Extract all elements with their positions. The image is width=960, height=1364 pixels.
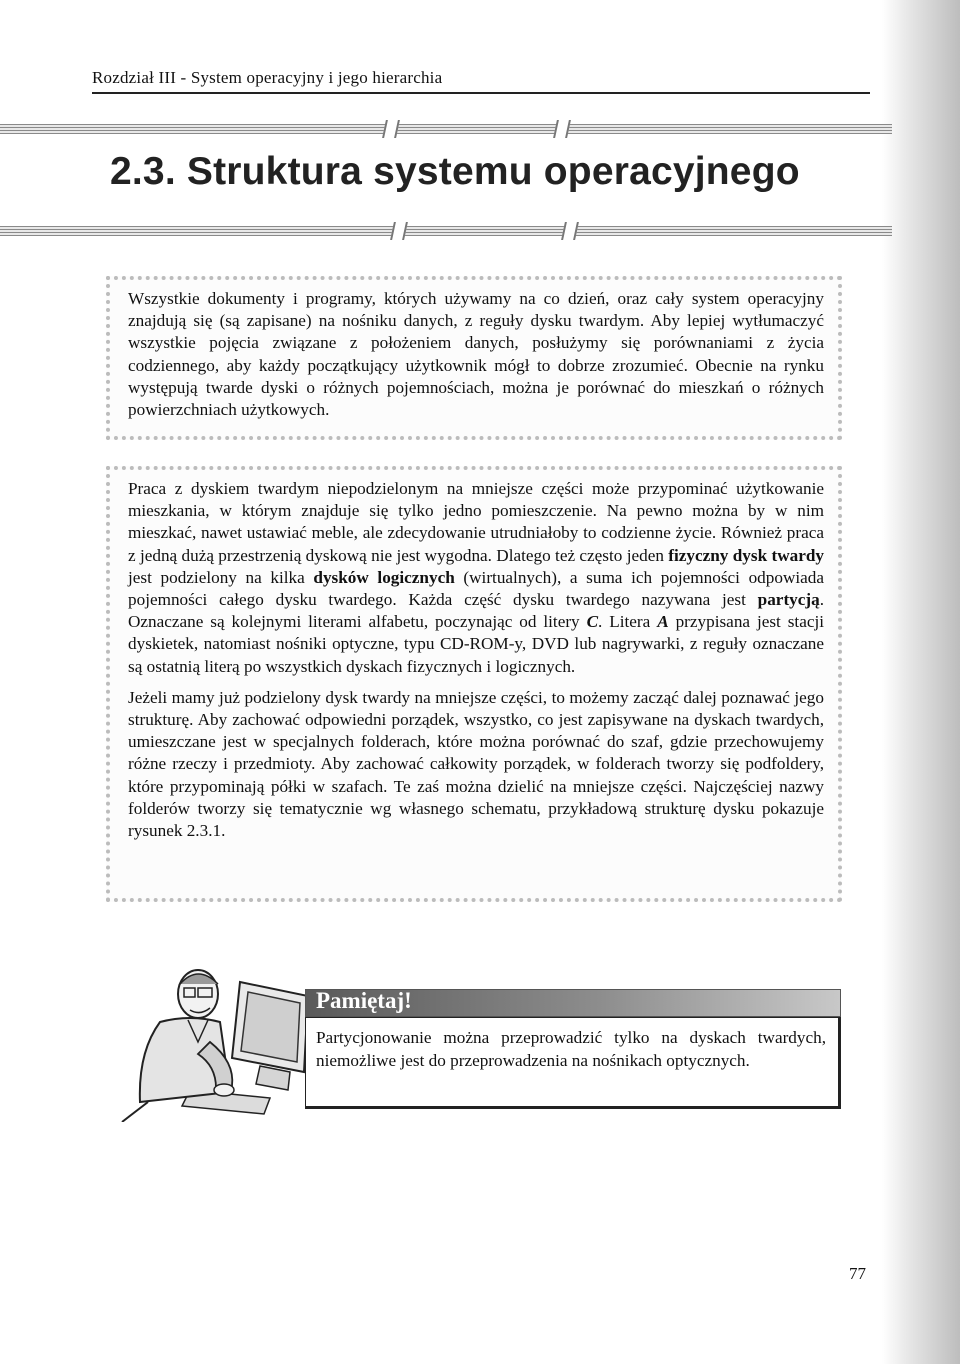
remember-box xyxy=(305,1017,841,1109)
text-run: Praca z dyskiem twardym niepodzielonym na mniejsze części może przypominać użytkowanie mieszkania, w którym znajduje się tylko jedno pomieszczenie. Na pewno można by w nim mieszkać, nawet ustawiać meble, ale zdecydowanie utrudniałoby to codzienne życie. Również praca z jedną dużą przestrzenią dyskową nie jest wygodna. Dlatego też często jeden xyxy=(128,479,824,565)
remember-header xyxy=(305,989,841,1017)
letter-c: C xyxy=(586,612,599,632)
body-paragraph-1 xyxy=(128,478,824,678)
text-run: (wirtualnych), a suma ich pojemności odpowiada pojemności całego dysku twardego. Każda część dysku twardego nazywana jest xyxy=(128,567,825,610)
running-head: Rozdział III - System operacyjny i jego hierarchia xyxy=(92,68,870,94)
text-run: . Litera xyxy=(598,612,658,632)
decorative-rule-top xyxy=(0,120,892,138)
body-paragraph-2: Jeżeli mamy już podzielony dysk twardy na mniejsze części, to możemy zacząć dalej poznawać jego strukturę. Aby zachować odpowiedni porządek, wszystko, co jest zapisywane na dyskach twardych, umieszczane jest w specjalnych folderach, które można porównać do szaf, gdzie przechowujemy różne rzeczy i przedmioty. Aby zachować całkowity porządek, w folderach tworzy się podfoldery, które przypominają półki w szafach. Te zaś można dzielić na mniejsze części. Najczęściej nazwy folderów tworzy się tematycznie wg własnego schematu, przykładową strukturę dysku pokazuje rysunek 2.3.1. xyxy=(128,687,824,841)
remember-text: Partycjonowanie można przeprowadzić tylko na dyskach twardych, niemożliwe jest do przeprowadzenia na nośnikach optycznych. xyxy=(316,1028,826,1070)
letter-a: A xyxy=(657,612,669,632)
intro-paragraph: Wszystkie dokumenty i programy, których używamy na co dzień, oraz cały system operacyjny znajdują się (są zapisane) na nośniku danych, z reguły dysku twardym. Aby lepiej wytłumaczyć wszystkie pojęcia związane z położeniem danych, posłużymy się porównaniami z życia codziennego, aby każdy początkujący użytkownik mógł to dobrze zrozumieć. Obecnie na rynku występują twarde dyski o różnych pojemnościach, można je porównać do mieszkań o różnych powierzchniach użytkowych. xyxy=(128,289,824,420)
term-physical-disk: fizyczny dysk twardy xyxy=(668,545,824,565)
term-partition: partycją xyxy=(757,590,820,610)
text-run: . Oznaczane są kolejnymi literami alfabetu, poczynając od litery xyxy=(128,590,824,632)
body-box xyxy=(106,466,842,902)
section-title: 2.3. Struktura systemu operacyjnego xyxy=(110,150,800,193)
page-number: 77 xyxy=(849,1264,866,1283)
page-edge-shading xyxy=(882,0,960,1364)
text-run: przypisana jest stacji dyskietek, natomiast nośniki optyczne, typu CD-ROM-y, DVD lub nagrywarki, z reguły oznaczane są ostatnią literą po wszystkich dyskach fizycznych i logicznych. xyxy=(128,612,825,676)
text-run: jest podzielony na kilka xyxy=(128,567,314,587)
intro-box xyxy=(106,276,842,440)
term-logical-disks: dysków logicznych xyxy=(313,567,455,587)
remember-title: Pamiętaj! xyxy=(316,988,412,1013)
decorative-rule-bottom xyxy=(0,222,892,240)
man-at-computer-illustration xyxy=(120,962,320,1122)
